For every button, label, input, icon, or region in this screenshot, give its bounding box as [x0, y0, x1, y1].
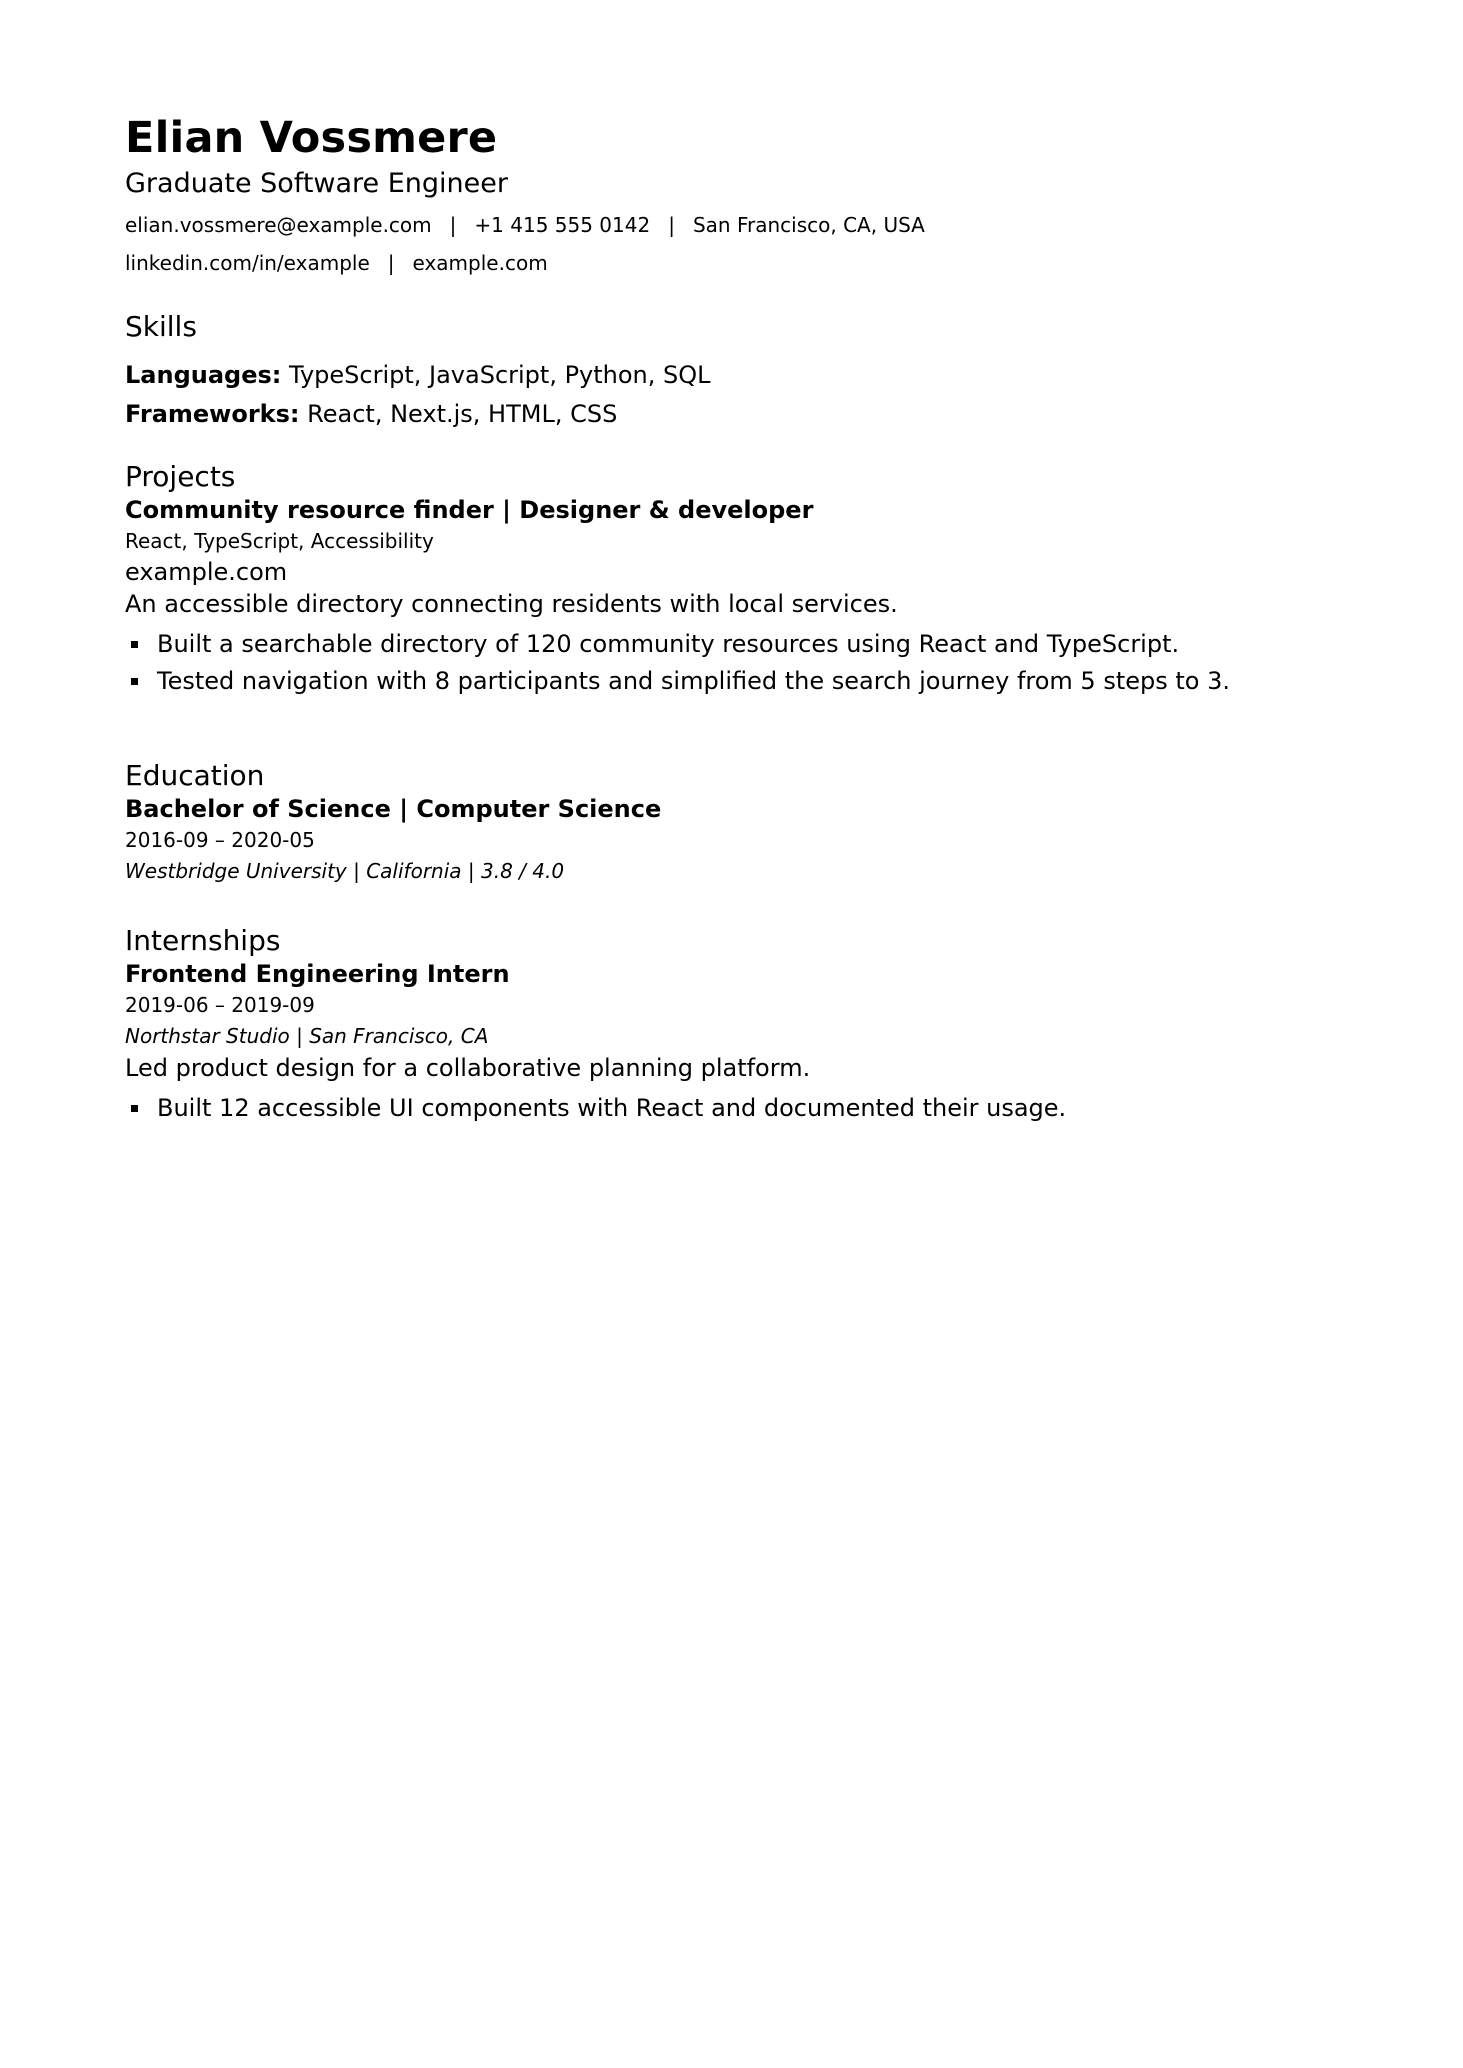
phone-number: +1 415 555 0142 [474, 213, 651, 237]
internships-section [125, 924, 1066, 1127]
bullet-square-icon [131, 1105, 138, 1112]
degree-title: Bachelor of Science | Computer Science [125, 795, 662, 823]
project-summary: An accessible directory connecting residents with local services. [125, 590, 898, 618]
project-link[interactable]: example.com [125, 558, 288, 586]
list-item: Built 12 accessible UI components with React and documented their usage. [125, 1090, 1066, 1127]
internship-bullets [125, 1090, 1066, 1127]
candidate-title: Graduate Software Engineer [125, 168, 508, 199]
education-section [125, 759, 661, 887]
skill-label: Frameworks: [125, 400, 300, 428]
list-item: Built a searchable directory of 120 community resources using React and TypeScript. [125, 626, 1230, 663]
contact-line-secondary [125, 244, 925, 282]
skill-value: TypeScript, JavaScript, Python, SQL [289, 361, 711, 389]
education-heading: Education [125, 759, 265, 792]
candidate-name: Elian Vossmere [125, 113, 498, 163]
bullet-square-icon [131, 678, 138, 685]
internship-title: Frontend Engineering Intern [125, 960, 510, 988]
contact-line-primary [125, 206, 925, 244]
internship-summary: Led product design for a collaborative planning platform. [125, 1054, 811, 1082]
skill-row-languages [125, 356, 711, 395]
project-tech: React, TypeScript, Accessibility [125, 529, 434, 553]
skill-row-frameworks [125, 395, 711, 434]
projects-heading: Projects [125, 460, 236, 493]
project-title: Community resource finder | Designer & developer [125, 496, 814, 524]
internships-heading: Internships [125, 924, 281, 957]
education-details: Westbridge University | California | 3.8 / 4.0 [125, 859, 565, 883]
skills-section [125, 310, 711, 434]
project-bullets [125, 626, 1230, 700]
projects-section [125, 460, 1230, 700]
internship-dates: 2019-06 – 2019-09 [125, 993, 315, 1017]
website-link[interactable]: example.com [412, 251, 548, 275]
separator: | [668, 213, 675, 237]
skill-label: Languages: [125, 361, 282, 389]
education-dates: 2016-09 – 2020-05 [125, 828, 315, 852]
resume-header [125, 112, 925, 282]
linkedin-link[interactable]: linkedin.com/in/example [125, 251, 370, 275]
skills-heading: Skills [125, 310, 197, 343]
separator: | [387, 251, 395, 275]
internship-entry [125, 958, 1066, 1127]
education-entry [125, 793, 661, 887]
skill-value: React, Next.js, HTML, CSS [307, 400, 618, 428]
list-item: Tested navigation with 8 participants and simplified the search journey from 5 steps to 3. [125, 663, 1230, 700]
location: San Francisco, CA, USA [692, 213, 925, 237]
bullet-square-icon [131, 641, 138, 648]
internship-details: Northstar Studio | San Francisco, CA [125, 1024, 489, 1048]
email-link[interactable]: elian.vossmere@example.com [125, 213, 432, 237]
project-entry [125, 494, 1230, 700]
separator: | [449, 213, 457, 237]
